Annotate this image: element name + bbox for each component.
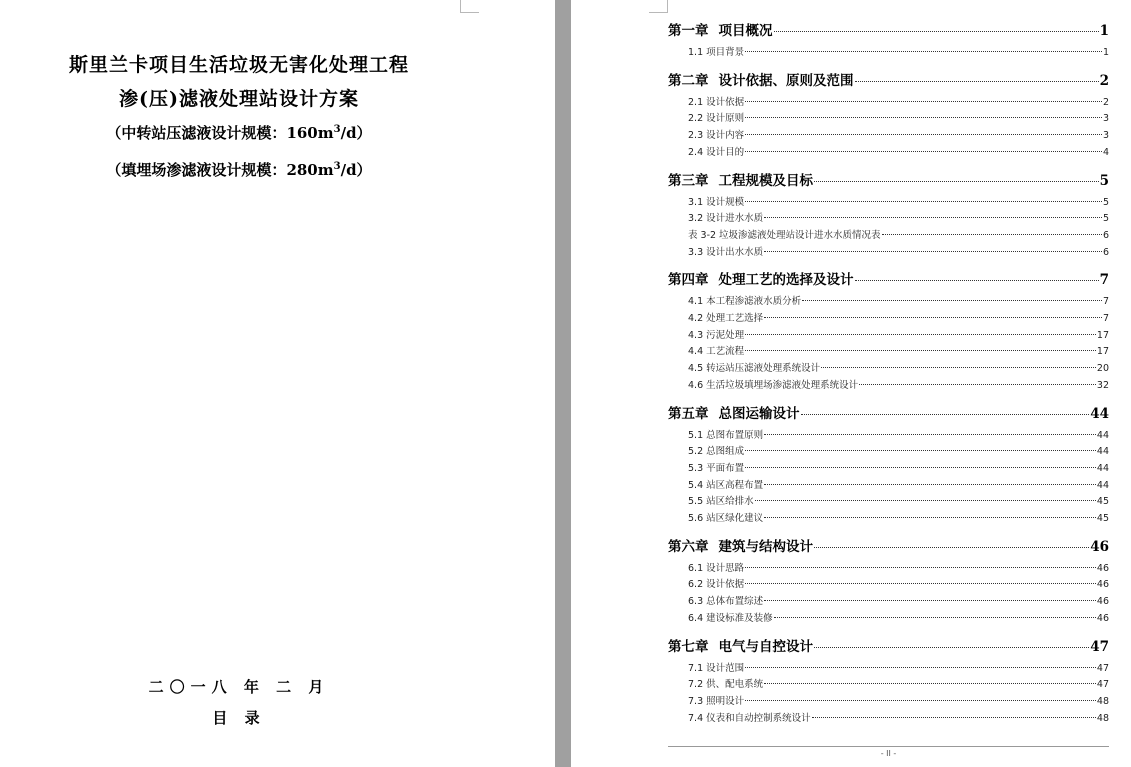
toc-entry-title: 设计原则 (706, 113, 745, 125)
toc-section-entry[interactable] (688, 693, 1109, 707)
cover-title-line1: 斯里兰卡项目生活垃圾无害化处理工程 (68, 54, 409, 76)
toc-entry-page: 45 (1096, 496, 1109, 508)
toc-entry-number: 7.2 (688, 679, 704, 691)
toc-entry-title: 处理工艺的选择及设计 (718, 272, 854, 289)
toc-entry-title: 设计依据、原则及范围 (718, 72, 854, 89)
toc-entry-page: 47 (1096, 662, 1109, 674)
toc-leader-dots (882, 234, 1102, 235)
toc-page (571, 0, 1131, 767)
toc-entry-number: 7.3 (688, 695, 704, 707)
toc-leader-dots (745, 51, 1102, 52)
toc-entry-number: 4.6 (688, 379, 704, 391)
toc-entry-title: 项目背景 (706, 47, 745, 58)
toc-leader-dots (814, 181, 1099, 182)
toc-section-entry[interactable] (688, 576, 1109, 590)
toc-entry-title: 设计进水水质 (706, 213, 764, 225)
toc-chapter-entry[interactable] (668, 169, 1109, 189)
toc-entry-page: 48 (1096, 695, 1109, 707)
cover-title-line2: 渗(压)滤液处理站设计方案 (119, 88, 359, 110)
toc-section-entry[interactable] (688, 560, 1109, 574)
toc-section-entry[interactable] (688, 460, 1109, 474)
toc-entry-title: 生活垃圾填埋场渗滤液处理系统设计 (706, 379, 859, 391)
toc-leader-dots (745, 350, 1096, 351)
toc-leader-dots (755, 500, 1096, 501)
toc-entry-number: 6.3 (688, 596, 704, 608)
toc-entry-number: 第三章 (668, 172, 709, 189)
toc-leader-dots (814, 547, 1089, 548)
toc-section-entry[interactable] (688, 44, 1109, 58)
toc-entry-number: 6.1 (688, 562, 704, 574)
toc-entry-number: 第一章 (668, 23, 709, 39)
toc-leader-dots (859, 384, 1096, 385)
toc-section-entry[interactable] (688, 310, 1109, 324)
toc-entry-page: 7 (1099, 272, 1109, 289)
toc-leader-dots (745, 334, 1096, 335)
toc-section-entry[interactable] (688, 194, 1109, 208)
toc-entry-page: 5 (1102, 213, 1109, 225)
toc-leader-dots (802, 300, 1102, 301)
toc-leader-dots (745, 151, 1102, 152)
toc-entry-title: 建设标准及装修 (706, 612, 773, 624)
toc-entry-number: 2.2 (688, 113, 704, 125)
toc-chapter-entry[interactable] (668, 268, 1109, 288)
toc-leader-dots (814, 647, 1089, 648)
toc-entry-title: 设计内容 (706, 130, 745, 142)
toc-entry-number: 5.5 (688, 496, 704, 508)
crop-mark (649, 0, 668, 13)
toc-entry-page: 3 (1102, 130, 1109, 142)
toc-entry-page: 46 (1096, 612, 1109, 624)
toc-entry-page: 6 (1102, 229, 1109, 241)
toc-leader-dots (745, 134, 1102, 135)
scale1-value: 160m (286, 124, 334, 142)
toc-section-entry[interactable] (688, 94, 1109, 108)
toc-entry-page: 46 (1096, 596, 1109, 608)
toc-section-entry[interactable] (688, 676, 1109, 690)
toc-entry-page: 46 (1090, 538, 1109, 555)
cover-scale-transfer (0, 122, 478, 143)
toc-section-entry[interactable] (688, 227, 1109, 241)
toc-section-entry[interactable] (688, 110, 1109, 124)
toc-entry-number: 2.4 (688, 146, 704, 158)
toc-entry-number: 第二章 (668, 72, 709, 89)
toc-leader-dots (745, 467, 1096, 468)
toc-entry-title: 设计依据 (706, 96, 745, 108)
toc-section-entry[interactable] (688, 477, 1109, 491)
scale1-sup: 3 (333, 124, 341, 135)
toc-leader-dots (745, 700, 1096, 701)
toc-leader-dots (764, 600, 1096, 601)
toc-entry-title: 工艺流程 (706, 346, 745, 358)
toc-entry-number: 第五章 (668, 405, 709, 422)
toc-entry-page: 44 (1096, 462, 1109, 474)
toc-entry-title: 照明设计 (706, 695, 745, 707)
toc-entry-number: 6.2 (688, 579, 704, 591)
toc-section-entry[interactable] (688, 144, 1109, 158)
toc-leader-dots (764, 683, 1096, 684)
toc-entry-page: 20 (1096, 363, 1109, 375)
toc-section-entry[interactable] (688, 427, 1109, 441)
toc-entry-number: 5.2 (688, 446, 704, 458)
toc-entry-number: 5.1 (688, 429, 704, 441)
scale1-prefix: （中转站压滤液设计规模： (106, 124, 287, 142)
toc-leader-dots (764, 434, 1096, 435)
cover-page (0, 0, 555, 767)
toc-entry-page: 1 (1102, 47, 1109, 58)
toc-leader-dots (855, 81, 1099, 82)
toc-entry-page: 6 (1102, 246, 1109, 258)
toc-leader-dots (764, 251, 1102, 252)
toc-entry-page: 44 (1096, 429, 1109, 441)
toc-leader-dots (764, 517, 1096, 518)
toc-entry-number: 4.4 (688, 346, 704, 358)
toc-entry-number: 6.4 (688, 612, 704, 624)
toc-entry-title: 总图组成 (706, 446, 745, 458)
toc-entry-number: 5.4 (688, 479, 704, 491)
toc-section-entry[interactable] (688, 443, 1109, 457)
toc-section-entry[interactable] (688, 593, 1109, 607)
scale2-sup: 3 (333, 161, 341, 172)
toc-entry-page: 4 (1102, 146, 1109, 158)
toc-leader-dots (745, 583, 1096, 584)
toc-leader-dots (745, 667, 1096, 668)
scale2-prefix: （填埋场渗滤液设计规模： (106, 161, 287, 179)
toc-leader-dots (774, 31, 1099, 32)
toc-leader-dots (745, 567, 1096, 568)
toc-section-entry[interactable] (688, 343, 1109, 357)
toc-entry-number: 2.1 (688, 96, 704, 108)
toc-entry-page: 2 (1099, 72, 1109, 89)
toc-entry-number: 7.4 (688, 712, 704, 724)
toc-entry-title: 总图运输设计 (718, 405, 800, 422)
toc-entry-title: 供、配电系统 (706, 679, 764, 691)
toc-section-entry[interactable] (688, 710, 1109, 724)
toc-entry-page: 48 (1096, 712, 1109, 724)
toc-entry-number: 3.2 (688, 213, 704, 225)
toc-entry-page: 46 (1096, 579, 1109, 591)
toc-entry-title: 处理工艺选择 (706, 313, 764, 324)
toc-entry-title: 总图布置原则 (706, 429, 764, 441)
toc-leader-dots (801, 414, 1090, 415)
toc-section-entry[interactable] (688, 510, 1109, 524)
toc-section-entry[interactable] (688, 327, 1109, 341)
toc-section-entry[interactable] (688, 293, 1109, 307)
toc-leader-dots (745, 101, 1102, 102)
crop-mark (460, 0, 479, 13)
toc-entry-title: 设计依据 (706, 579, 745, 591)
toc-entry-title: 设计规模 (706, 196, 745, 208)
toc-entry-title: 垃圾渗滤液处理站设计进水水质情况表 (719, 229, 881, 241)
toc-chapter-entry[interactable] (668, 635, 1109, 655)
toc-entry-title: 平面布置 (706, 462, 745, 474)
toc-entry-title: 污泥处理 (706, 329, 745, 341)
toc-leader-dots (764, 484, 1096, 485)
toc-entry-page: 5 (1099, 172, 1109, 189)
toc-entry-title: 仪表和自动控制系统设计 (706, 712, 811, 724)
toc-entry-page: 47 (1096, 679, 1109, 691)
toc-leader-dots (745, 117, 1102, 118)
toc-entry-title: 站区高程布置 (706, 479, 764, 491)
toc-entry-page: 2 (1102, 96, 1109, 108)
toc-leader-dots (821, 367, 1096, 368)
toc-section-entry[interactable] (688, 244, 1109, 258)
toc-section-entry[interactable] (688, 210, 1109, 224)
cover-date: 二〇一八 年 二 月 (148, 678, 330, 696)
toc-entry-page: 32 (1096, 379, 1109, 391)
toc-entry-page: 44 (1090, 405, 1109, 422)
toc-entry-title: 设计范围 (706, 662, 745, 674)
toc-entry-number: 3.1 (688, 196, 704, 208)
toc-entry-number: 1.1 (688, 47, 704, 58)
toc-entry-number: 4.5 (688, 363, 704, 375)
toc-entry-page: 44 (1096, 446, 1109, 458)
toc-leader-dots (812, 717, 1096, 718)
toc-entry-page: 1 (1099, 23, 1109, 39)
toc-entry-number: 2.3 (688, 130, 704, 142)
toc-entry-title: 设计目的 (706, 146, 745, 158)
cover-scale-landfill (0, 159, 478, 180)
toc-entry-number: 5.3 (688, 462, 704, 474)
toc-entry-title: 设计出水水质 (706, 246, 764, 258)
toc-entry-number: 4.2 (688, 313, 704, 324)
toc-chapter-entry[interactable] (668, 402, 1109, 422)
toc-entry-title: 电气与自控设计 (718, 638, 813, 655)
toc-entry-number: 4.3 (688, 329, 704, 341)
toc-section-entry[interactable] (688, 493, 1109, 507)
toc-entry-number: 4.1 (688, 296, 704, 308)
toc-entry-number: 5.6 (688, 513, 704, 524)
scale1-suffix: /d） (340, 124, 372, 142)
toc-entry-title: 转运站压滤液处理系统设计 (706, 363, 821, 375)
toc-leader-dots (855, 280, 1099, 281)
toc-entry-number: 第七章 (668, 638, 709, 655)
toc-entry-title: 本工程渗滤液水质分析 (706, 296, 802, 308)
toc-entry-page: 44 (1096, 479, 1109, 491)
toc-entry-number: 7.1 (688, 662, 704, 674)
toc-entry-page: 17 (1096, 329, 1109, 341)
toc-entry-number: 3.3 (688, 246, 704, 258)
toc-entry-title: 建筑与结构设计 (718, 538, 813, 555)
toc-section-entry[interactable] (688, 360, 1109, 374)
toc-entry-page: 3 (1102, 113, 1109, 125)
toc-leader-dots (764, 317, 1102, 318)
toc-section-entry[interactable] (688, 377, 1109, 391)
toc-entry-title: 工程规模及目标 (718, 172, 813, 189)
toc-entry-page: 17 (1096, 346, 1109, 358)
toc-leader-dots (745, 201, 1102, 202)
toc-leader-dots (745, 450, 1096, 451)
toc-entry-page: 5 (1102, 196, 1109, 208)
toc-heading: 目 录 (212, 709, 266, 727)
scale2-suffix: /d） (340, 161, 372, 179)
toc-section-entry[interactable] (688, 610, 1109, 624)
page-number: - II - (880, 749, 897, 758)
scale2-value: 280m (286, 161, 334, 179)
toc-entry-title: 总体布置综述 (706, 596, 764, 608)
toc-entry-number: 第四章 (668, 272, 709, 289)
toc-entry-page: 45 (1096, 513, 1109, 524)
toc-chapter-entry[interactable] (668, 535, 1109, 555)
footer-divider (668, 746, 1109, 747)
toc-section-entry[interactable] (688, 127, 1109, 141)
toc-entry-page: 7 (1102, 296, 1109, 308)
toc-entry-page: 46 (1096, 562, 1109, 574)
toc-entry-number: 表 3-2 (688, 229, 717, 241)
toc-section-entry[interactable] (688, 660, 1109, 674)
toc-entry-title: 站区给排水 (706, 496, 754, 508)
toc-entry-title: 设计思路 (706, 562, 745, 574)
toc-entry-page: 7 (1102, 313, 1109, 324)
toc-chapter-entry[interactable] (668, 19, 1109, 39)
toc-leader-dots (774, 617, 1096, 618)
toc-entry-number: 第六章 (668, 538, 709, 555)
toc-entry-title: 站区绿化建议 (706, 513, 764, 524)
toc-entry-page: 47 (1090, 638, 1109, 655)
toc-chapter-entry[interactable] (668, 69, 1109, 89)
toc-leader-dots (764, 217, 1102, 218)
toc-entry-title: 项目概况 (718, 23, 773, 39)
